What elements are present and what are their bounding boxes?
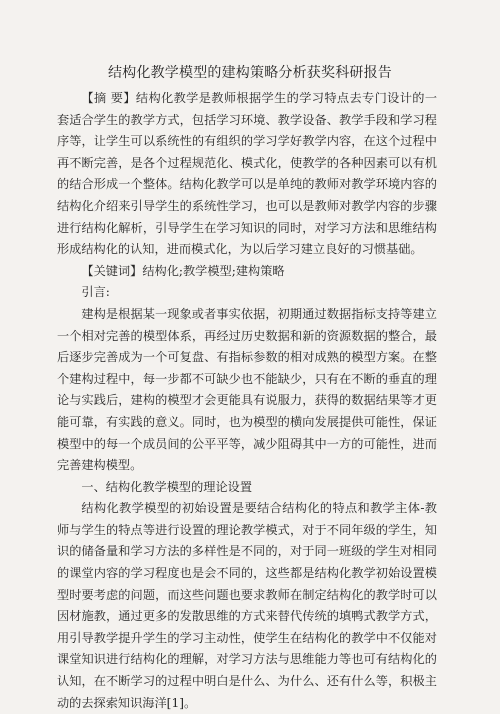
section1-heading: 一、结构化教学模型的理论设置 xyxy=(81,479,253,494)
intro-paragraph: 建构是根据某一现象或者事实依据，初期通过数据指标支持等建立一个相对完善的模型体系，再经过历史数据和新的资源数据的整合，最后逐步完善成为一个可复盘、有指标参数的相对成熟的模型方案。在整个建构过程中，每一步都不可缺少也不能缺少，只有在不断的垂直的理论与实践后，建构的模型才会更能具有说服力，获得的数据结果等才更能可靠，有实践的意义。同时，也为模型的横向发展提供可能性，保证模型中的每一个成员间的公平平等，减少阻碍其中一方的可能性，进而完善建构模型。 xyxy=(57,306,437,473)
abstract-text: 结构化教学是教师根据学生的学习特点去专门设计的一套适合学生的教学方式，包括学习环境、教学设备、教学手段和学习程序等，让学生可以系统性的有组织的学习学好教学内容，在这个过程中再不断完善，是各个过程规范化、模式化，使教学的各种因素可以有机的结合形成一个整体。结构化教学可以是单纯的教师对教学环境内容的结构化介绍来引导学生的系统性学习，也可以是教师对教学内容的步骤进行结构化解析，引导学生在学习知识的同时，对学习方法和思维结构形成结构化的认知，进而模式化，为以后学习建立良好的习惯基础。 xyxy=(57,91,438,257)
document-body xyxy=(57,88,437,714)
abstract-paragraph xyxy=(57,88,437,261)
intro-label: 引言: xyxy=(81,285,110,300)
abstract-label: 【摘 要】 xyxy=(81,91,136,105)
keywords-line xyxy=(57,261,437,283)
keywords-label: 【关键词】 xyxy=(81,263,143,278)
section1-paragraph: 结构化教学模型的初始设置是要结合结构化的特点和教学主体-教师与学生的特点等进行设置的理论教学模式，对于不同年级的学生，知识的储备量和学习方法的多样性是不同的，对于同一班级的学生对相同的课堂内容的学习程度也是会不同的，这些都是结构化教学初始设置模型时要考虑的问题，而这些问题也要求教师在制定结构化的教学时可以因材施教，通过更多的发散思维的方式来替代传统的填鸭式教学方式，用引导教学提升学生的学习主动性，使学生在结构化的教学中不仅能对课堂知识进行结构化的理解，对学习方法与思维能力等也可有结构化的认知，在不断学习的过程中明白是什么、为什么、还有什么等，积极主动的去探索知识海洋[1]。 xyxy=(57,501,437,710)
document-title: 结构化教学模型的建构策略分析获奖科研报告 xyxy=(108,65,392,81)
keywords-text: 结构化;教学模型;建构策略 xyxy=(142,263,285,278)
